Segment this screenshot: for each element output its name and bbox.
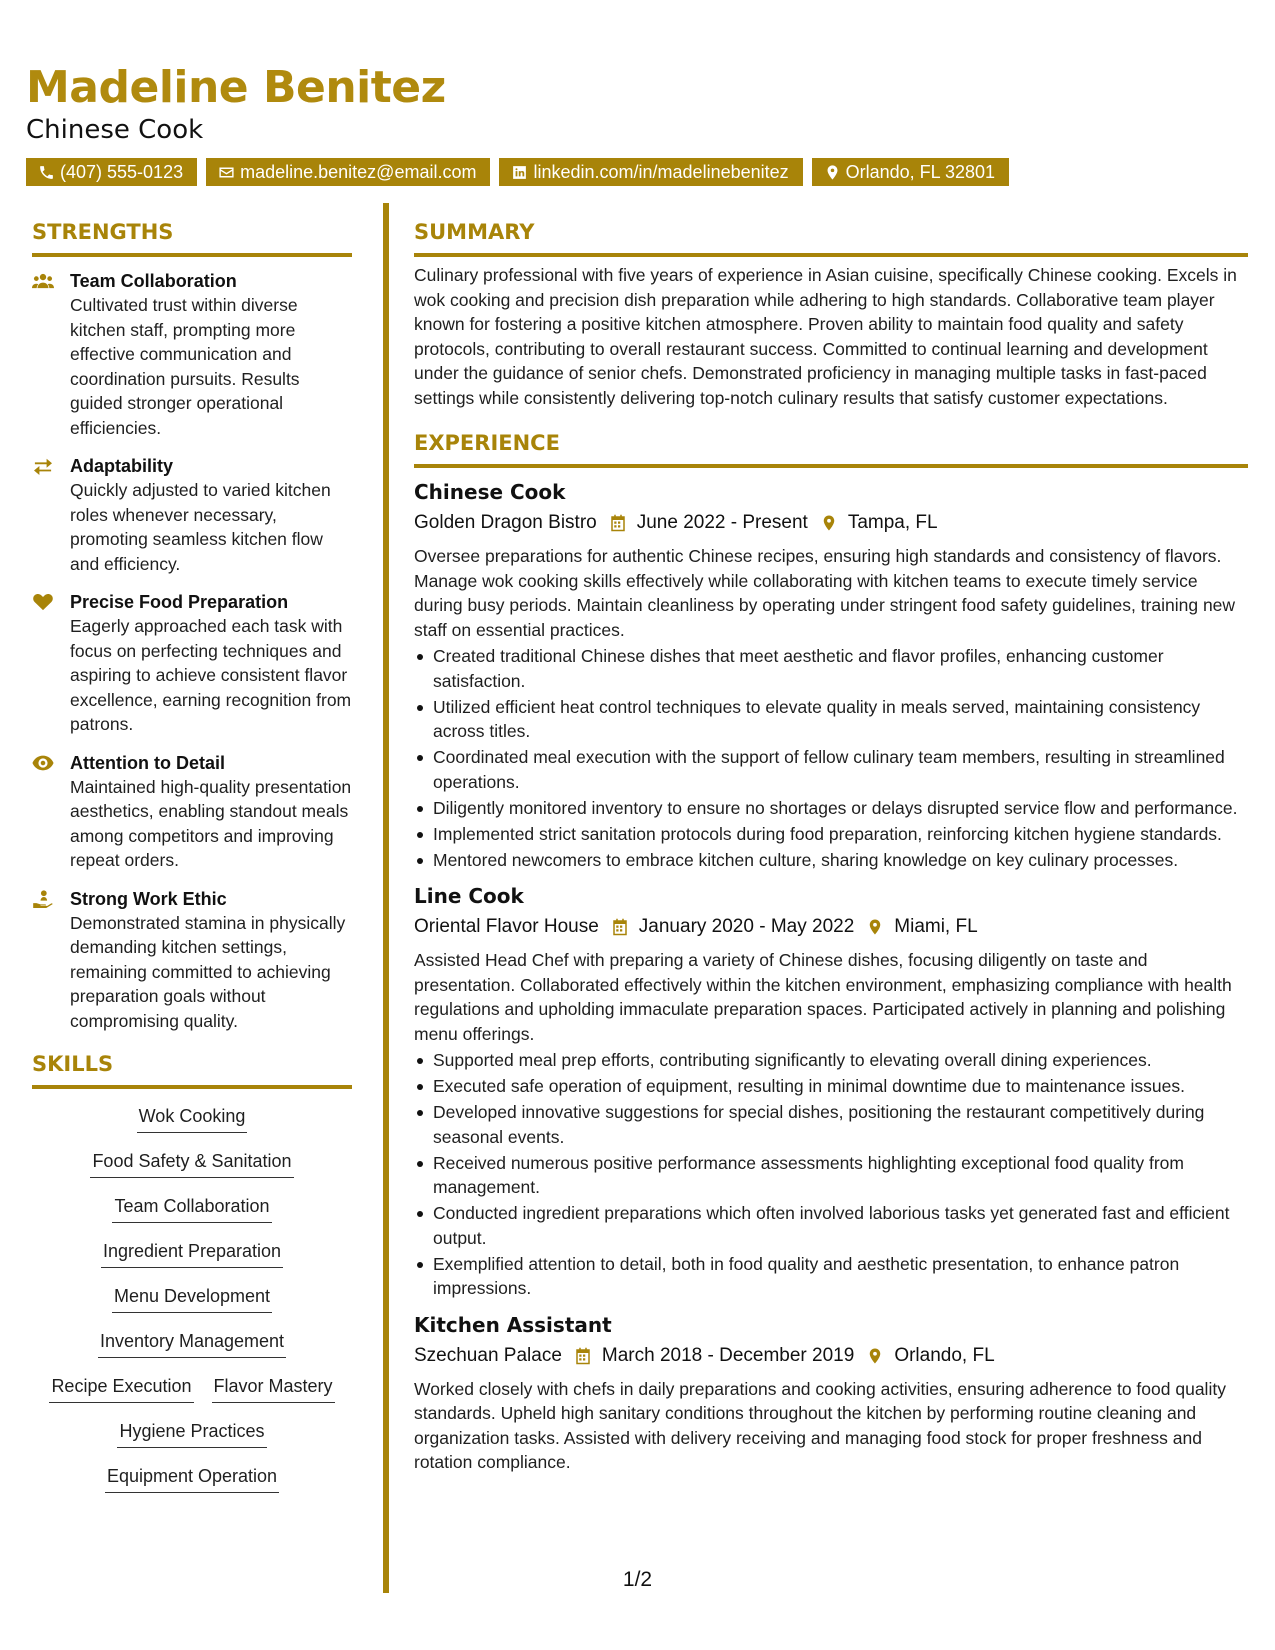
- job-bullet: Supported meal prep efforts, contributing significantly to elevating overall dining experiences.: [414, 1048, 1248, 1073]
- contact-linkedin-text: linkedin.com/in/madelinebenitez: [533, 162, 789, 182]
- strength-text: Cultivated trust within diverse kitchen staff, prompting more effective communication and coordination pursuits. Results guided stronger operational efficiencies.: [70, 295, 300, 438]
- skills-list: [32, 1103, 352, 1508]
- summary-heading: SUMMARY: [414, 217, 1248, 257]
- job-bullet: Created traditional Chinese dishes that meet aesthetic and flavor profiles, enhancing customer satisfaction.: [414, 644, 1248, 693]
- strength-title: Attention to Detail: [70, 752, 225, 773]
- skill-tag: Recipe Execution: [49, 1373, 193, 1403]
- strengths-heading: STRENGTHS: [32, 217, 352, 257]
- job-title: Line Cook: [414, 884, 524, 908]
- job-meta: [414, 508, 1248, 538]
- skill-tag: Flavor Mastery: [212, 1373, 335, 1403]
- candidate-title: Chinese Cook: [26, 115, 204, 145]
- job-location: Miami, FL: [894, 916, 978, 937]
- job-company: Szechuan Palace: [414, 1344, 562, 1366]
- job-bullet: Utilized efficient heat control techniques to elevate quality in meals served, maintaining consistency across titles.: [414, 695, 1248, 744]
- hand-holding-person-icon: [32, 890, 54, 908]
- envelope-icon: [218, 164, 235, 181]
- linkedin-icon: [511, 164, 528, 181]
- summary-text: Culinary professional with five years of experience in Asian cuisine, specifically Chinese cooking. Excels in wok cooking and precision dish preparation while adhering to high standards. Collaborative team player known for fostering a positive kitchen atmosphere. Proven ability to maintain food quality and safety protocols, contributing to overall restaurant success. Committed to continual learning and development under the guidance of senior chefs. Demonstrated proficiency in managing multiple tasks in fast-paced settings while consistently delivering top-notch culinary results that satisfy customer expectations.: [414, 265, 1237, 408]
- job-entry: [414, 1309, 1248, 1475]
- contact-linkedin[interactable]: [499, 158, 802, 186]
- resume-header: [26, 62, 1246, 186]
- strength-title: Strong Work Ethic: [70, 888, 227, 909]
- job-bullet: Executed safe operation of equipment, resulting in minimal downtime due to maintenance issues.: [414, 1074, 1248, 1099]
- contact-phone-text: (407) 555-0123: [60, 162, 184, 182]
- job-bullet: Mentored newcomers to embrace kitchen culture, sharing knowledge on key culinary processes.: [414, 848, 1248, 873]
- skill-tag: Inventory Management: [98, 1328, 286, 1358]
- strengths-list: [32, 269, 352, 1033]
- skills-section: [32, 1049, 352, 1508]
- strength-title: Precise Food Preparation: [70, 592, 289, 612]
- job-bullet: Developed innovative suggestions for special dishes, positioning the restaurant competitively during seasonal events.: [414, 1100, 1248, 1149]
- contact-email-text: madeline.benitez@email.com: [240, 162, 477, 182]
- skill-tag: Equipment Operation: [105, 1463, 279, 1493]
- skill-tag: Team Collaboration: [112, 1193, 271, 1223]
- eye-icon: [32, 754, 54, 772]
- job-location: Orlando, FL: [894, 1344, 995, 1366]
- skill-tag: Menu Development: [112, 1283, 272, 1313]
- strength-item: [32, 269, 352, 440]
- calendar-icon: [611, 918, 629, 936]
- strength-item: [32, 590, 352, 737]
- job-bullet: Received numerous positive performance assessments highlighting exceptional food quality from management.: [414, 1151, 1248, 1200]
- strength-item: [32, 454, 352, 576]
- skills-heading: SKILLS: [32, 1049, 352, 1089]
- skill-tag: Food Safety & Sanitation: [90, 1148, 293, 1178]
- strength-text: Demonstrated stamina in physically demanding kitchen settings, remaining committed to achieving preparation goals without compromising quality.: [70, 912, 346, 1031]
- job-company: Oriental Flavor House: [414, 916, 599, 937]
- job-meta: [414, 912, 1248, 942]
- job-description: Worked closely with chefs in daily preparations and cooking activities, ensuring adherence to food quality standards. Upheld high sanitary conditions throughout the kitchen by performing routine cleaning and organization tasks. Assisted with delivery receiving and managing food stock for proper freshness and rotation compliance.: [414, 1378, 1226, 1472]
- job-location: Tampa, FL: [847, 512, 938, 533]
- job-entry: [414, 476, 1248, 872]
- skill-tag: Wok Cooking: [137, 1103, 248, 1133]
- job-bullet: Implemented strict sanitation protocols during food preparation, reinforcing kitchen hygiene standards.: [414, 822, 1248, 847]
- right-column: [414, 217, 1248, 1475]
- column-divider: [383, 203, 389, 1593]
- job-bullet: Diligently monitored inventory to ensure no shortages or delays disrupted service flow and performance.: [414, 796, 1248, 821]
- job-title: Chinese Cook: [414, 480, 566, 504]
- job-meta: [414, 1341, 1248, 1371]
- experience-section: [414, 428, 1248, 1475]
- strength-title: Adaptability: [70, 456, 174, 476]
- job-dates: June 2022 - Present: [636, 512, 808, 533]
- contact-location: [812, 158, 1009, 186]
- arrows-exchange-icon: [32, 457, 54, 475]
- strength-text: Maintained high-quality presentation aesthetics, enabling standout meals among competitors and improving repeat orders.: [70, 776, 352, 870]
- map-pin-icon: [824, 164, 841, 181]
- contact-bar: [26, 158, 1246, 186]
- map-pin-icon: [820, 514, 838, 532]
- job-title: Kitchen Assistant: [414, 1312, 612, 1337]
- job-bullet: Exemplified attention to detail, both in food quality and aesthetic presentation, to enhance patron impressions.: [414, 1252, 1248, 1301]
- page-number: 1/2: [622, 1568, 653, 1591]
- strength-text: Eagerly approached each task with focus on perfecting techniques and aspiring to achieve consistent flavor excellence, earning recognition from patrons.: [70, 616, 352, 734]
- phone-icon: [38, 164, 55, 181]
- job-entry: [414, 880, 1248, 1301]
- contact-location-text: Orlando, FL 32801: [845, 162, 996, 182]
- job-dates: January 2020 - May 2022: [638, 916, 855, 937]
- users-icon: [32, 272, 54, 290]
- candidate-name: Madeline Benitez: [26, 62, 446, 113]
- calendar-icon: [574, 1347, 592, 1365]
- job-bullets: [414, 1048, 1248, 1301]
- job-company: Golden Dragon Bistro: [414, 512, 597, 533]
- left-column: [32, 217, 352, 1508]
- map-pin-icon: [866, 1347, 884, 1365]
- map-pin-icon: [866, 918, 884, 936]
- calendar-icon: [609, 514, 627, 532]
- job-dates: March 2018 - December 2019: [601, 1344, 855, 1366]
- job-description: Oversee preparations for authentic Chinese recipes, ensuring high standards and consistency of flavors. Manage wok cooking skills effectively while collaborating with kitchen teams to execute timely service during busy periods. Maintain cleanliness by operating under stringent food safety guidelines, training new staff on essential practices.: [414, 546, 1236, 640]
- skill-tag: Ingredient Preparation: [101, 1238, 283, 1268]
- contact-phone[interactable]: [26, 158, 197, 186]
- strength-title: Team Collaboration: [70, 271, 237, 291]
- strength-text: Quickly adjusted to varied kitchen roles whenever necessary, promoting seamless kitchen flow and efficiency.: [70, 480, 331, 574]
- strength-item: [32, 887, 352, 1034]
- heart-icon: [32, 593, 54, 611]
- job-bullet: Conducted ingredient preparations which often involved laborious tasks yet generated fast and efficient output.: [414, 1201, 1248, 1250]
- strength-item: [32, 751, 352, 873]
- job-description: Assisted Head Chef with preparing a variety of Chinese dishes, focusing diligently on taste and presentation. Collaborated effectively within the kitchen environment, emphasizing compliance with health regulations and upholding immaculate preparation spaces. Participated actively in planning and polishing menu offerings.: [414, 950, 1232, 1044]
- skill-tag: Hygiene Practices: [117, 1418, 266, 1448]
- job-bullet: Coordinated meal execution with the support of fellow culinary team members, resulting in streamlined operations.: [414, 745, 1248, 794]
- job-bullets: [414, 644, 1248, 872]
- experience-heading: EXPERIENCE: [414, 428, 1248, 468]
- contact-email[interactable]: [206, 158, 490, 186]
